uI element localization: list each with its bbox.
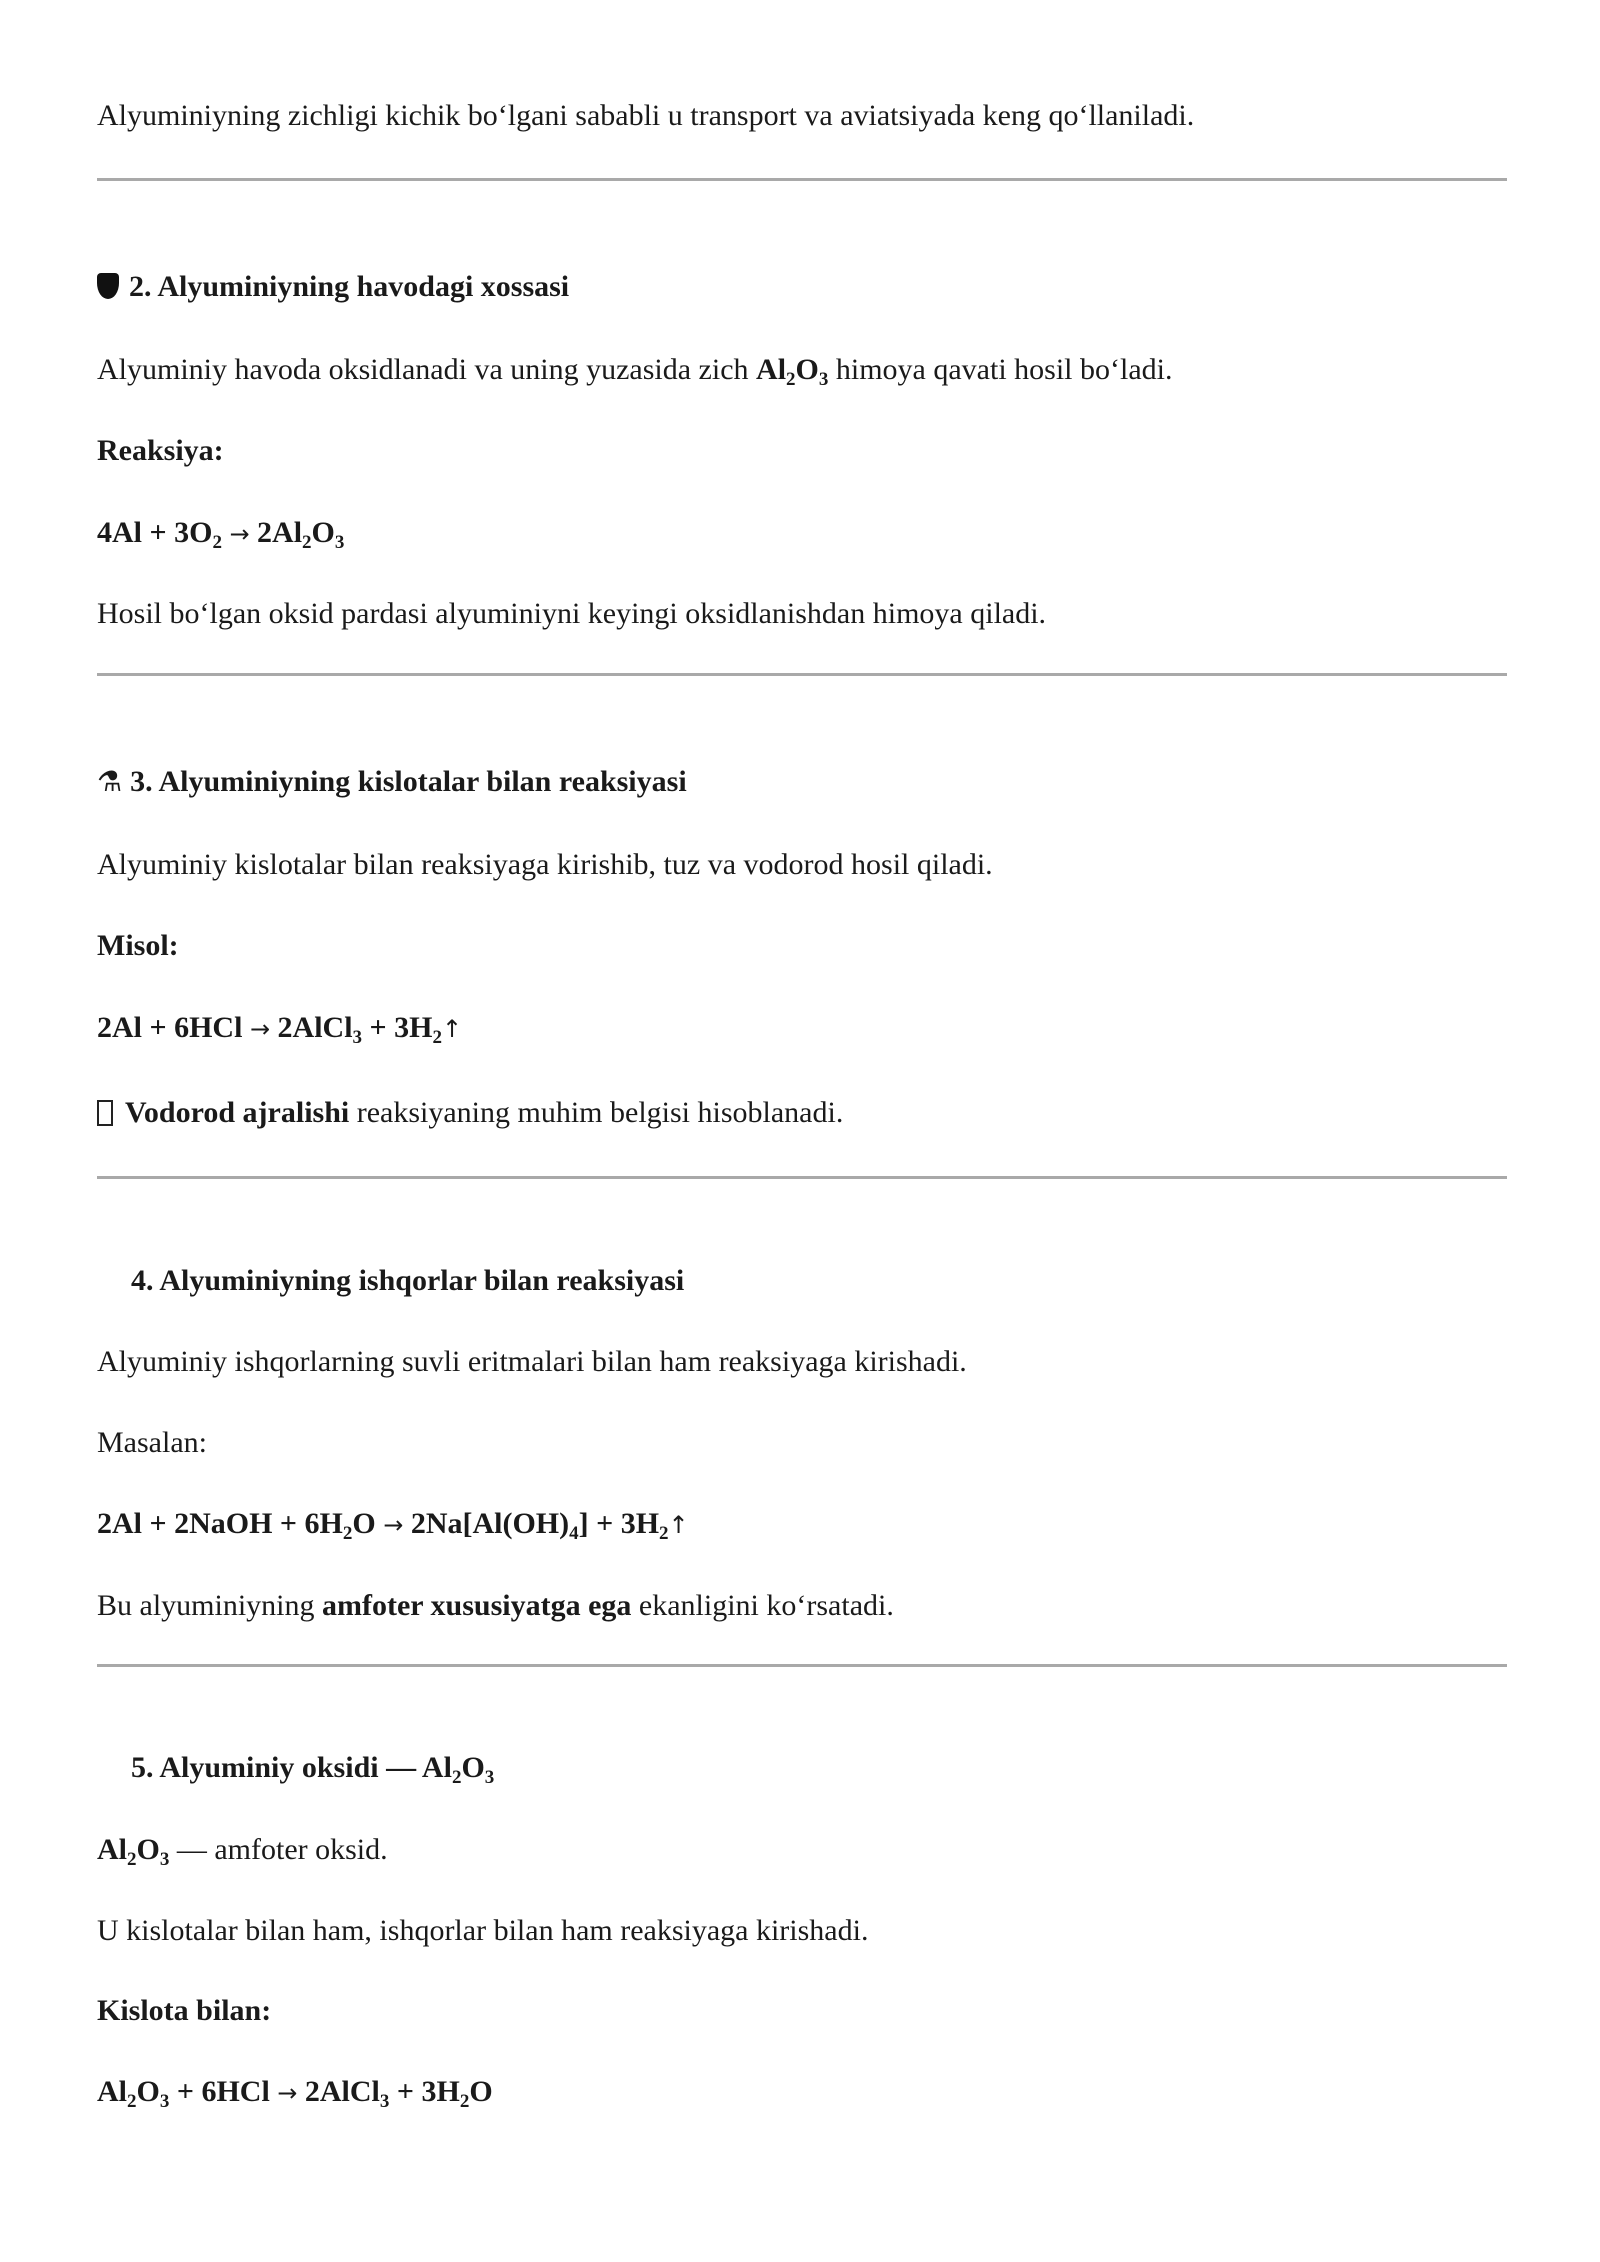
section-3-note-rest: reaksiyaning muhim belgisi hisoblanadi. <box>349 1096 844 1129</box>
section-4-para-text: Alyuminiy ishqorlarning suvli eritmalari bilan ham reaksiyaga kirishadi. <box>97 1345 967 1378</box>
section-4-note-after: ekanligini ko‘rsatadi. <box>631 1589 894 1622</box>
eq-sub: 2 <box>212 532 222 553</box>
eq-part: 2Na[Al(OH) <box>410 1507 570 1540</box>
eq-part: + 3H <box>362 1011 433 1044</box>
section-2-note <box>97 594 1046 634</box>
formula-sub: 3 <box>818 369 829 390</box>
intro-text: Alyuminiyning zichligi kichik bo‘lgani sababli u transport va aviatsiyada keng qo‘llaniladi. <box>97 99 1195 132</box>
intro-paragraph <box>97 96 1194 136</box>
section-5-line-1-rest: — amfoter oksid. <box>169 1833 388 1866</box>
section-4-note-bold: amfoter xususiyatga ega <box>322 1589 632 1622</box>
section-5-line-1 <box>97 1830 388 1870</box>
alkali-equation <box>97 1504 689 1545</box>
formula-al: Al <box>756 353 787 386</box>
eq-part: Al <box>97 2075 127 2108</box>
eq-part: O <box>311 516 335 549</box>
al2o3-formula <box>97 1833 170 1870</box>
section-3-note-bold: Vodorod ajralishi <box>125 1096 350 1129</box>
reaction-label <box>97 431 224 471</box>
eq-sub: 3 <box>334 532 345 553</box>
eq-part: O <box>469 2075 493 2108</box>
acid-label-text: Kislota bilan: <box>97 1994 272 2027</box>
eq-sub: 3 <box>484 1767 495 1788</box>
eq-sub: 2 <box>432 1027 442 1048</box>
missing-glyph-icon <box>97 1100 113 1126</box>
eq-sub: 3 <box>159 2091 170 2112</box>
reaction-label-text: Reaksiya: <box>97 434 224 467</box>
eq-sub: 2 <box>459 2091 470 2112</box>
section-4-paragraph <box>97 1342 967 1382</box>
eq-part: 2AlCl <box>277 1011 353 1044</box>
arrow-icon: → <box>383 1511 404 1539</box>
masalan-label <box>97 1423 207 1463</box>
section-5-para-text: U kislotalar bilan ham, ishqorlar bilan ham reaksiyaga kirishadi. <box>97 1914 869 1947</box>
masalan-label-text: Masalan: <box>97 1426 207 1459</box>
eq-sub: 2 <box>451 1767 462 1788</box>
oxide-acid-equation <box>97 2072 493 2113</box>
section-3-para-text: Alyuminiy kislotalar bilan reaksiyaga kirishib, tuz va vodorod hosil qiladi. <box>97 848 993 881</box>
example-label <box>97 926 179 966</box>
eq-part: 2Al + 6HCl <box>97 1011 243 1044</box>
arrow-icon: → <box>249 1015 271 1043</box>
flask-icon: ⚗ <box>97 765 123 798</box>
section-3-heading <box>97 762 687 802</box>
eq-part: ] + 3H <box>578 1507 660 1540</box>
section-3-note <box>97 1093 843 1133</box>
shield-icon <box>97 273 119 299</box>
up-arrow-icon: ↑ <box>668 1511 689 1539</box>
section-4-heading <box>97 1261 684 1301</box>
section-2-para-before: Alyuminiy havoda oksidlanadi va uning yuzasida zich <box>97 353 757 386</box>
section-2-heading <box>97 267 569 307</box>
section-4-note <box>97 1586 894 1626</box>
formula-o: O <box>795 353 819 386</box>
up-arrow-icon: ↑ <box>441 1015 463 1043</box>
eq-part: O <box>352 1507 376 1540</box>
section-5-paragraph <box>97 1911 868 1951</box>
divider <box>97 673 1507 676</box>
formula-al: Al <box>97 1833 127 1866</box>
eq-part: 2Al <box>257 516 303 549</box>
eq-sub: 4 <box>569 1523 579 1544</box>
section-3-paragraph <box>97 845 993 885</box>
formula-sub: 3 <box>159 1849 170 1870</box>
eq-sub: 2 <box>342 1523 353 1544</box>
section-2-paragraph <box>97 350 1172 390</box>
eq-part: O <box>461 1751 485 1784</box>
arrow-icon: → <box>229 520 250 548</box>
section-4-heading-text: 4. Alyuminiyning ishqorlar bilan reaksiyasi <box>131 1264 685 1297</box>
al2o3-formula <box>756 353 829 390</box>
eq-part: O <box>136 2075 160 2108</box>
section-3-heading-text: 3. Alyuminiyning kislotalar bilan reaksiyasi <box>130 765 687 798</box>
section-2-heading-text: 2. Alyuminiyning havodagi xossasi <box>129 270 570 303</box>
divider <box>97 1664 1507 1667</box>
example-label-text: Misol: <box>97 929 179 962</box>
section-5-heading-text: 5. Alyuminiy oksidi — Al <box>131 1751 452 1784</box>
eq-sub: 3 <box>352 1027 363 1048</box>
oxidation-equation <box>97 513 344 554</box>
divider <box>97 178 1507 181</box>
formula-o: O <box>136 1833 160 1866</box>
eq-sub: 2 <box>659 1523 669 1544</box>
acid-equation <box>97 1008 462 1049</box>
eq-part: + 6HCl <box>169 2075 270 2108</box>
section-2-note-text: Hosil bo‘lgan oksid pardasi alyuminiyni keyingi oksidlanishdan himoya qiladi. <box>97 597 1047 630</box>
section-4-note-before: Bu alyuminiyning <box>97 1589 322 1622</box>
eq-part: 2AlCl <box>304 2075 380 2108</box>
section-5-heading <box>97 1748 494 1788</box>
acid-label <box>97 1991 271 2031</box>
eq-sub: 3 <box>379 2091 390 2112</box>
eq-sub: 2 <box>302 532 312 553</box>
eq-part: 2Al + 2NaOH + 6H <box>97 1507 343 1540</box>
eq-part: + 3H <box>389 2075 460 2108</box>
formula-sub: 2 <box>786 369 796 390</box>
formula-sub: 2 <box>127 1849 137 1870</box>
eq-sub: 2 <box>127 2091 137 2112</box>
eq-part: 4Al + 3O <box>97 516 213 549</box>
section-2-para-after: himoya qavati hosil bo‘ladi. <box>828 353 1173 386</box>
arrow-icon: → <box>277 2079 298 2107</box>
divider <box>97 1176 1507 1179</box>
